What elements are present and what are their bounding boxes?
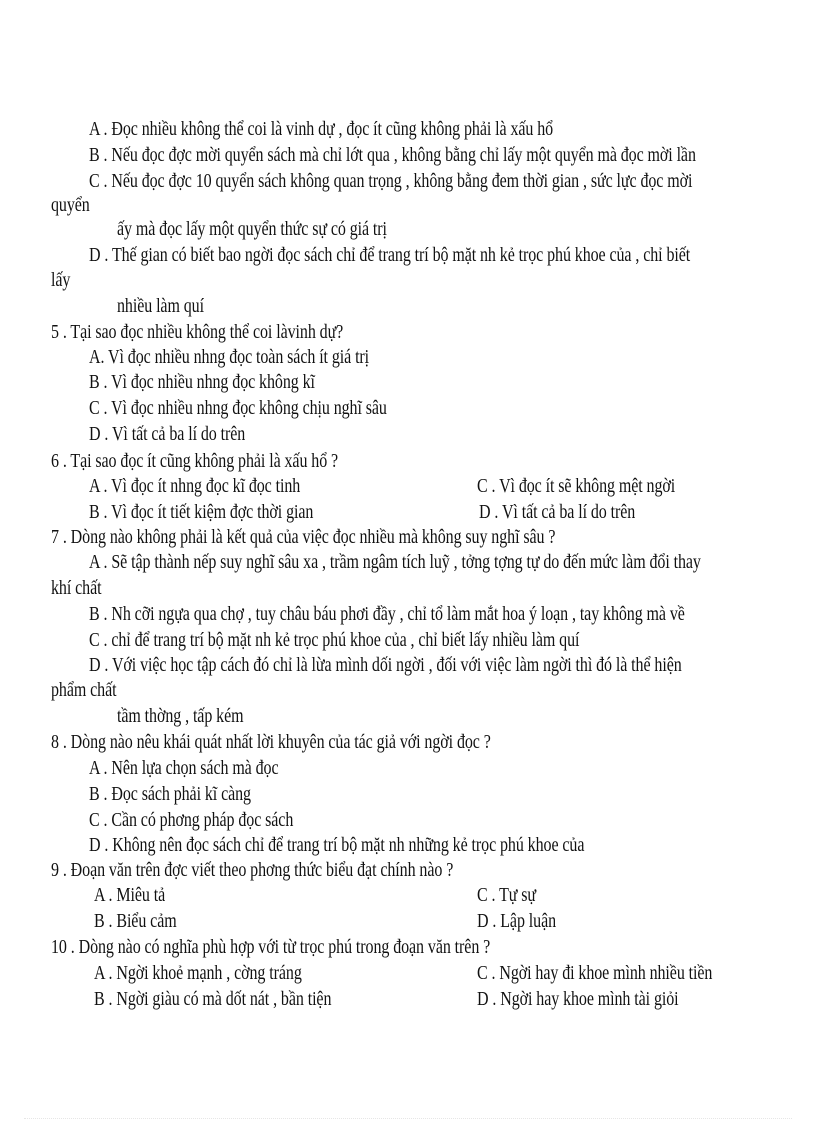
q8-option-a: A . Nên lựa chọn sách mà đọc <box>89 757 279 779</box>
question-5: 5 . Tại sao đọc nhiều không thể coi làvinh dự? <box>51 321 344 343</box>
passage-option-d-wrap: lấy <box>51 269 71 291</box>
q9-option-d: D . Lập luận <box>477 910 557 932</box>
q10-option-b: B . Ngời giàu có mà dốt nát , bần tiện <box>94 988 332 1010</box>
q10-option-d: D . Ngời hay khoe mình tài giỏi <box>477 988 679 1010</box>
q9-option-c: C . Tự sự <box>477 884 537 906</box>
q5-option-d: D . Vì tất cả ba lí do trên <box>89 423 246 445</box>
passage-option-c-cont: ấy mà đọc lấy một quyển thức sự có giá trị <box>117 218 387 240</box>
question-7: 7 . Dòng nào không phải là kết quả của việc đọc nhiều mà không suy nghĩ sâu ? <box>51 526 556 548</box>
q10-option-a: A . Ngời khoẻ mạnh , cờng tráng <box>94 962 302 984</box>
passage-option-b: B . Nếu đọc đợc mời quyển sách mà chỉ lớt qua , không bằng chỉ lấy một quyển mà đọc mời lần <box>89 144 696 166</box>
q6-option-b: B . Vì đọc ít tiết kiệm đợc thời gian <box>89 501 314 523</box>
q8-option-d: D . Không nên đọc sách chỉ để trang trí bộ mặt nh những kẻ trọc phú khoe của <box>89 834 585 856</box>
q8-option-c: C . Cần có phơng pháp đọc sách <box>89 809 294 831</box>
question-10: 10 . Dòng nào có nghĩa phù hợp với từ trọc phú trong đoạn văn trên ? <box>51 936 491 958</box>
q5-option-b: B . Vì đọc nhiều nhng đọc không kĩ <box>89 371 315 393</box>
question-6: 6 . Tại sao đọc ít cũng không phải là xấu hổ ? <box>51 450 339 472</box>
q8-option-b: B . Đọc sách phải kĩ càng <box>89 783 251 805</box>
question-9: 9 . Đoạn văn trên đợc viết theo phơng thức biểu đạt chính nào ? <box>51 859 454 881</box>
passage-option-d: D . Thế gian có biết bao ngời đọc sách chỉ để trang trí bộ mặt nh kẻ trọc phú khoe của , chỉ biết <box>89 244 691 266</box>
q7-option-c: C . chỉ để trang trí bộ mặt nh kẻ trọc phú khoe của , chỉ biết lấy nhiều làm quí <box>89 629 580 651</box>
q6-option-a: A . Vì đọc ít nhng đọc kĩ đọc tinh <box>89 475 301 497</box>
q7-option-a: A . Sẽ tập thành nếp suy nghĩ sâu xa , trầm ngâm tích luỹ , tởng tợng tự do đến mức làm đổi thay <box>89 551 701 573</box>
q7-option-d: D . Với việc học tập cách đó chỉ là lừa mình dối ngời , đối với việc làm ngời thì đó là thể hiện <box>89 654 682 676</box>
q7-option-b: B . Nh cỡi ngựa qua chợ , tuy châu báu phơi đầy , chỉ tổ làm mắt hoa ý loạn , tay không mà về <box>89 603 685 625</box>
passage-option-c: C . Nếu đọc đợc 10 quyển sách không quan trọng , không bằng đem thời gian , sức lực đọc mời <box>89 170 693 192</box>
passage-option-a: A . Đọc nhiều không thể coi là vinh dự , đọc ít cũng không phải là xấu hổ <box>89 118 554 140</box>
q7-option-d-wrap: phẩm chất <box>51 679 117 701</box>
q10-option-c: C . Ngời hay đi khoe mình nhiều tiền <box>477 962 713 984</box>
q9-option-a: A . Miêu tả <box>94 884 166 906</box>
passage-option-d-cont: nhiều làm quí <box>117 295 204 317</box>
q6-option-c: C . Vì đọc ít sẽ không mệt ngời <box>477 475 676 497</box>
question-8: 8 . Dòng nào nêu khái quát nhất lời khuyên của tác giả với ngời đọc ? <box>51 731 491 753</box>
q5-option-a: A. Vì đọc nhiều nhng đọc toàn sách ít giá trị <box>89 346 370 368</box>
q7-option-a-wrap: khí chất <box>51 577 102 599</box>
q6-option-d: D . Vì tất cả ba lí do trên <box>479 501 636 523</box>
page-bottom-rule <box>24 1118 792 1119</box>
q9-option-b: B . Biểu cảm <box>94 910 177 932</box>
passage-option-c-wrap: quyển <box>51 194 90 216</box>
q7-option-d-cont: tầm thờng , tấp kém <box>117 705 244 727</box>
q5-option-c: C . Vì đọc nhiều nhng đọc không chịu nghĩ sâu <box>89 397 387 419</box>
